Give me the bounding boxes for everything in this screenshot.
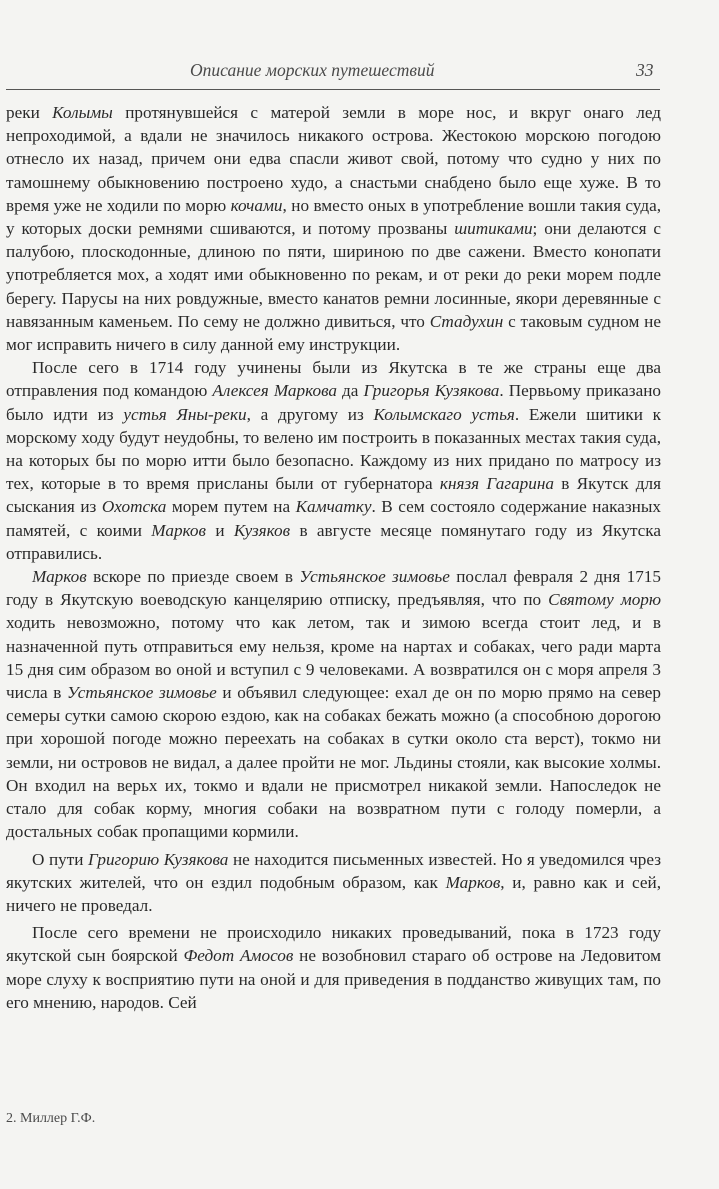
emphasis-text: устья Яны-реки [123, 404, 247, 424]
emphasis-text: шитиками [454, 219, 533, 239]
footer-note: 2. Миллер Г.Ф. [6, 1111, 96, 1126]
page-number: 33 [636, 60, 654, 80]
emphasis-text: Марков [32, 567, 87, 587]
text-run: О пути [32, 849, 89, 869]
text-run: в августе месяце помянутаго году из Якутска отправились. [6, 520, 662, 563]
emphasis-text: Святому морю [548, 590, 661, 610]
emphasis-text: Григорию Кузякова [88, 849, 229, 869]
body-text [6, 101, 661, 1014]
emphasis-text: Федот Амосов [183, 946, 294, 966]
header-rule [6, 89, 660, 90]
paragraph [6, 848, 661, 918]
text-run: да [337, 381, 364, 401]
running-header [0, 56, 719, 88]
text-run: , а другому из [246, 404, 374, 424]
emphasis-text: Устьянское зимовье [67, 683, 217, 703]
paragraph [6, 921, 661, 1014]
text-run: протянувшейся с матерой земли в море нос, и вкруг онаго лед непроходимой, а вдали не значилось никакого острова. Жестокою морскою погодою отнесло их назад, причем они едва спасли живот свой, потому что судно у них по тамошнему обыкновению построено худо, а снастьми снабдено было еще хуже. В то время уже не ходили по морю [6, 103, 661, 215]
text-run: не возобновил стараго об острове на Ледовитом море слуху к восприятию пути на оной и для приведения в подданство живущих там, по его мнению, народов. Сей [6, 946, 661, 1012]
text-run: , но вместо оных в употребление вошли такия суда, у которых доски ремнями сшиваются, и потому прозваны [6, 195, 661, 239]
paragraph [6, 101, 661, 356]
running-title: Описание морских путешествий [190, 60, 435, 80]
text-run: . В сем состояло содержание наказных памятей, с коими [6, 497, 661, 540]
text-run: в Якутск для сыскания из [6, 474, 661, 517]
text-run: и объявил следующее: ехал де он по морю прямо на север семеры сутки самою скорою ездою, как на собаках бежать можно (а способною дорогою при хорошой погоде можно переехать на собаках в сутки около ста верст), токмо ни земли, ни островов не видал, а далее пройти не мог. Льдины стояли, как высокие холмы. Он входил на верьх их, токмо и вдали не присмотрел никакой земли. Напоследок не стало для собак корму, многия собаки на возвратном пути с голоду померли, а достальных собак пропащими кормили. [6, 683, 662, 842]
text-run: послал февраля 2 дня 1715 году в Якутскую воеводскую канцелярию отписку, предъявляя, что по [6, 567, 661, 610]
text-run: с таковым судном не мог исправить ничего в силу данной ему инструкции. [6, 311, 661, 355]
emphasis-text: Охотска [101, 497, 167, 517]
text-run: и [205, 520, 234, 540]
text-run: После сего в 1714 году учинены были из Якутска в те же страны еще два отправления под командою [6, 358, 661, 401]
text-run: не находится письменных известей. Но я уведомился чрез якутских жителей, что он ездил подобным образом, как [6, 849, 661, 892]
text-run: , и, равно как и сей, ничего не проведал. [6, 872, 661, 915]
text-run: ходить невозможно, потому что как летом, так и зимою всегда стоит лед, и в назначенной путь отправиться ему нельзя, кроме на нартах и собаках, чего ради марта 15 дня сим образом во оной и вступил с 9 человеками. А возвратился он с моря апреля 3 числа в [6, 613, 661, 703]
emphasis-text: Алексея Маркова [212, 381, 338, 401]
text-run: После сего времени не происходило никаких проведываний, пока в 1723 году якутской сын боярской [6, 923, 661, 966]
emphasis-text: Стадухин [429, 311, 504, 331]
emphasis-text: Григорья Кузякова [363, 381, 500, 401]
paragraph [6, 565, 661, 843]
emphasis-text: Марков [445, 872, 501, 892]
text-run: . Ежели шитики к морскому ходу будут неудобны, то велено им построить в показанных местах такия суда, на которых бы по морю итти было безопасно. Каждому из них придано по матросу из тех, которые в то время присланы были от губернатора [6, 404, 661, 494]
emphasis-text: Марков [151, 520, 206, 540]
emphasis-text: Камчатку [295, 497, 372, 517]
text-run: ; они делаются с палубою, плоскодонные, длиною по пяти, шириною по две сажени. Вместо конопати употребляется мох, а ходят ими обыкновенно по рекам, и от реки до реки морем подле берегу. Парусы на них ровдужные, вместо канатов ремни лосинные, якори деревянные с навязанным каменьем. По сему не должно дивиться, что [6, 219, 661, 331]
text-run: вскоре по приезде своем в [86, 567, 300, 587]
emphasis-text: князя Гагарина [439, 474, 554, 494]
text-run: реки [6, 103, 53, 122]
emphasis-text: Устьянское зимовье [299, 567, 450, 587]
emphasis-text: Колымскаго устья [373, 404, 515, 424]
paragraph [6, 356, 661, 565]
emphasis-text: Колымы [52, 103, 113, 122]
text-run: . Первьому приказано было идти из [6, 381, 661, 424]
text-run: морем путем на [166, 497, 296, 517]
emphasis-text: кочами [230, 195, 283, 215]
emphasis-text: Кузяков [233, 520, 291, 540]
